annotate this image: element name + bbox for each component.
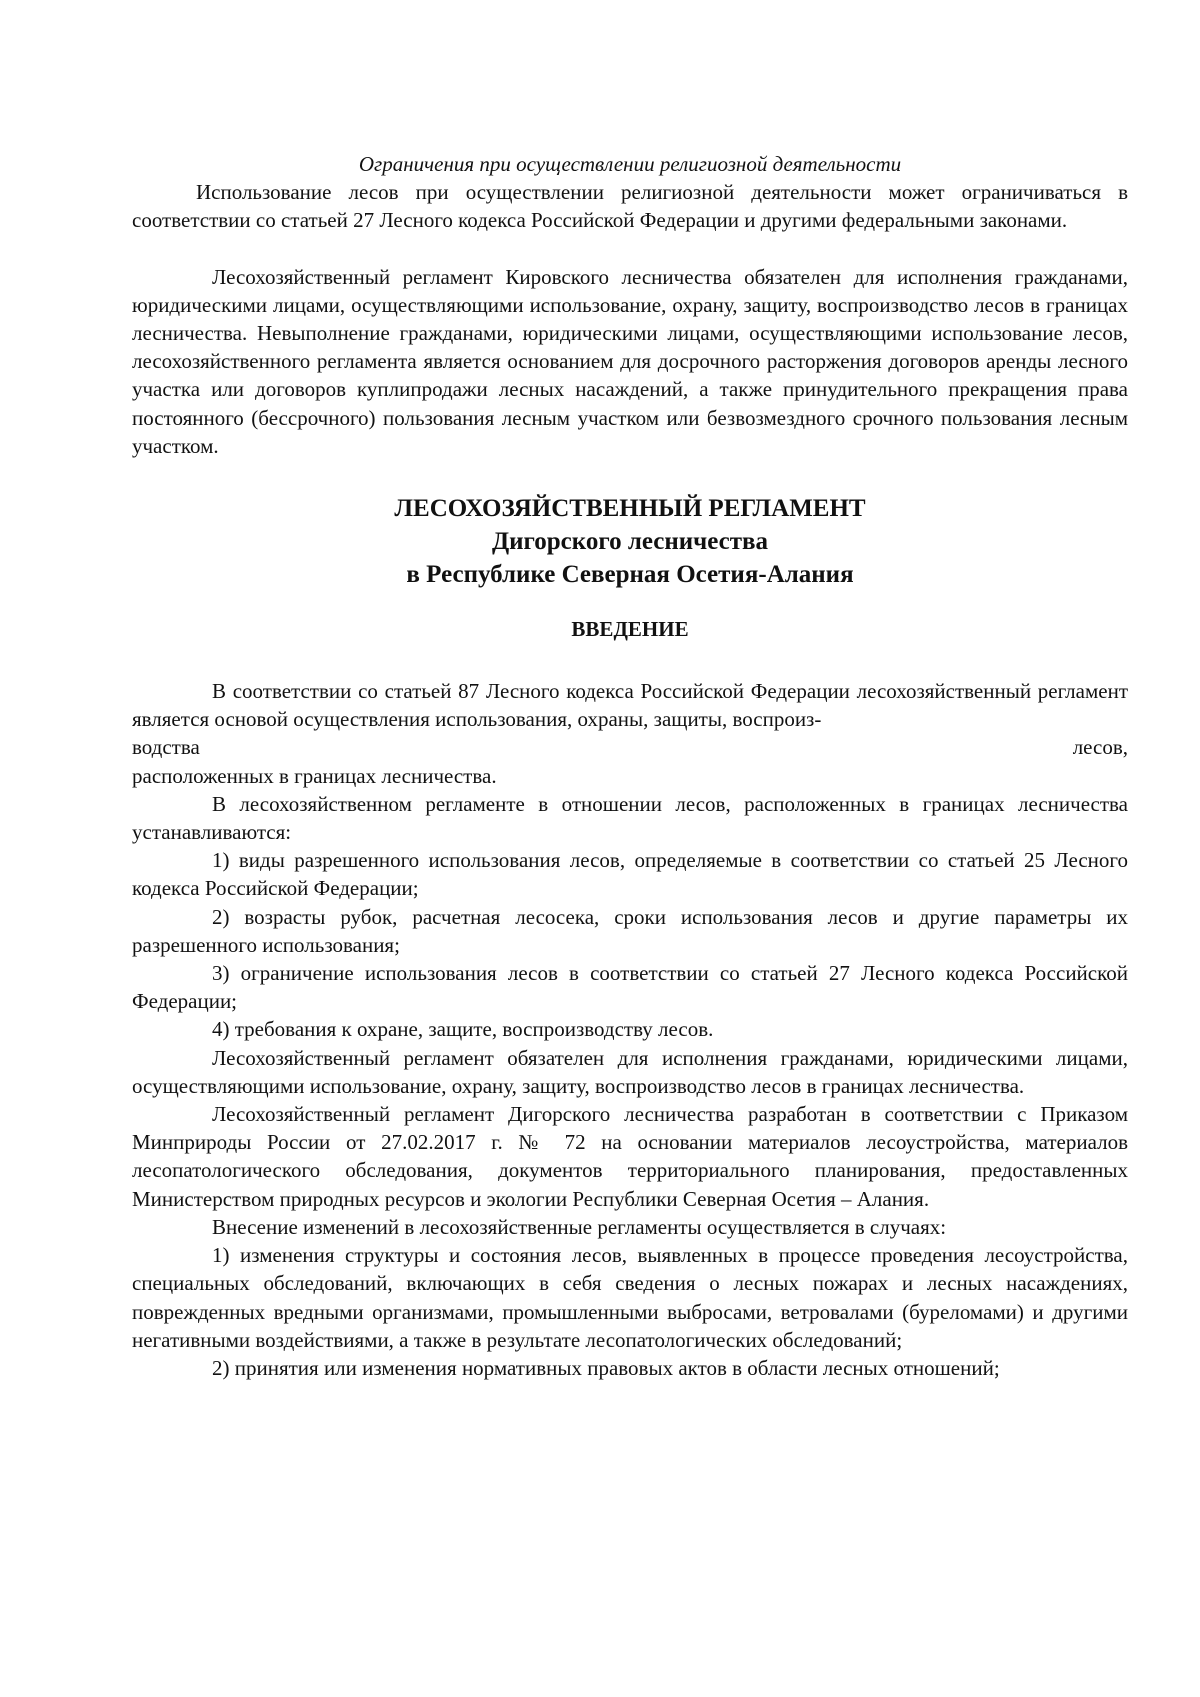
intro-paragraph-1-end: расположенных в границах лесничества.	[132, 763, 497, 788]
title-line-3: в Республике Северная Осетия-Алания	[406, 561, 854, 589]
paragraph-kirov-regulation: Лесохозяйственный регламент Кировского лесничества обязателен для исполнения гражданами, юридическими лицами, осуществляющими использование, охрану, защиту, воспроизводство лесов в границах лесничества. Невыполнение гражданами, юридическими лицами, осуществляющими использование лесов, лесохозяйственного регламента является основанием для досрочного расторжения договоров аренды лесного участка или договоров куплипродажи лесных насаждений, а также принудительного прекращения права постоянного (бессрочного) пользования лесным участком или безвозмездного срочного пользования лесным участком.	[132, 264, 1128, 458]
paragraph-gap	[132, 235, 1128, 263]
list-item-2: 2) возрасты рубок, расчетная лесосека, сроки использования лесов и другие параметры их разрешенного использования;	[132, 904, 1128, 957]
intro-paragraph-3: Лесохозяйственный регламент обязателен для исполнения гражданами, юридическими лицами, осуществляющими использование, охрану, защиту, воспроизводство лесов в границах лесничества.	[132, 1045, 1128, 1098]
intro-paragraph-1-split-line	[132, 733, 1128, 761]
document-page	[132, 150, 1128, 1382]
title-line-1: ЛЕСОХОЗЯЙСТВЕННЫЙ РЕГЛАМЕНТ	[394, 495, 866, 523]
intro-heading: ВВЕДЕНИЕ	[571, 617, 689, 642]
split-right-word: лесов,	[1072, 735, 1128, 760]
intro-paragraph-2: В лесохозяйственном регламенте в отношении лесов, расположенных в границах лесничества устанавливаются:	[132, 791, 1128, 845]
split-left-word: водства	[132, 735, 200, 760]
intro-paragraph-5: Внесение изменений в лесохозяйственные регламенты осуществляется в случаях:	[212, 1214, 947, 1239]
intro-paragraph-4: Лесохозяйственный регламент Дигорского лесничества разработан в соответствии с Приказом Минприроды России от 27.02.2017 г. № 72 на основании материалов лесоустройства, материалов лесопатологического обследования, документов территориального планирования, предоставленных Министерством природных ресурсов и экологии Республики Северная Осетия – Алания.	[132, 1102, 1128, 1211]
case-item-2: 2) принятия или изменения нормативных правовых актов в области лесных отношений;	[212, 1355, 1000, 1380]
section-title: Ограничения при осуществлении религиозной деятельности	[358, 152, 902, 176]
list-item-4: 4) требования к охране, защите, воспроизводству лесов.	[212, 1017, 714, 1042]
title-line-2: Дигорского лесничества	[491, 528, 769, 556]
list-item-1: 1) виды разрешенного использования лесов, определяемые в соответствии со статьей 25 Лесного кодекса Российской Федерации;	[132, 848, 1128, 901]
intro-paragraph-1: В соответствии со статьей 87 Лесного кодекса Российской Федерации лесохозяйственный регламент является основой осуществления использования, охраны, защиты, воспроиз-	[132, 679, 1128, 732]
paragraph-religious-use: Использование лесов при осуществлении религиозной деятельности может ограничиваться в соответствии со статьей 27 Лесного кодекса Российской Федерации и другими федеральными законами.	[132, 180, 1128, 233]
case-item-1: 1) изменения структуры и состояния лесов, выявленных в процессе проведения лесоустройства, специальных обследований, включающих в себя сведения о лесных пожарах и лесных насаждениях, поврежденных вредными организмами, промышленными выбросами, ветровалами (буреломами) и другими негативными воздействиями, а также в результате лесопатологических обследований;	[132, 1243, 1128, 1352]
list-item-3: 3) ограничение использования лесов в соответствии со статьей 27 Лесного кодекса Российской Федерации;	[132, 961, 1128, 1014]
document-title	[132, 492, 1128, 591]
